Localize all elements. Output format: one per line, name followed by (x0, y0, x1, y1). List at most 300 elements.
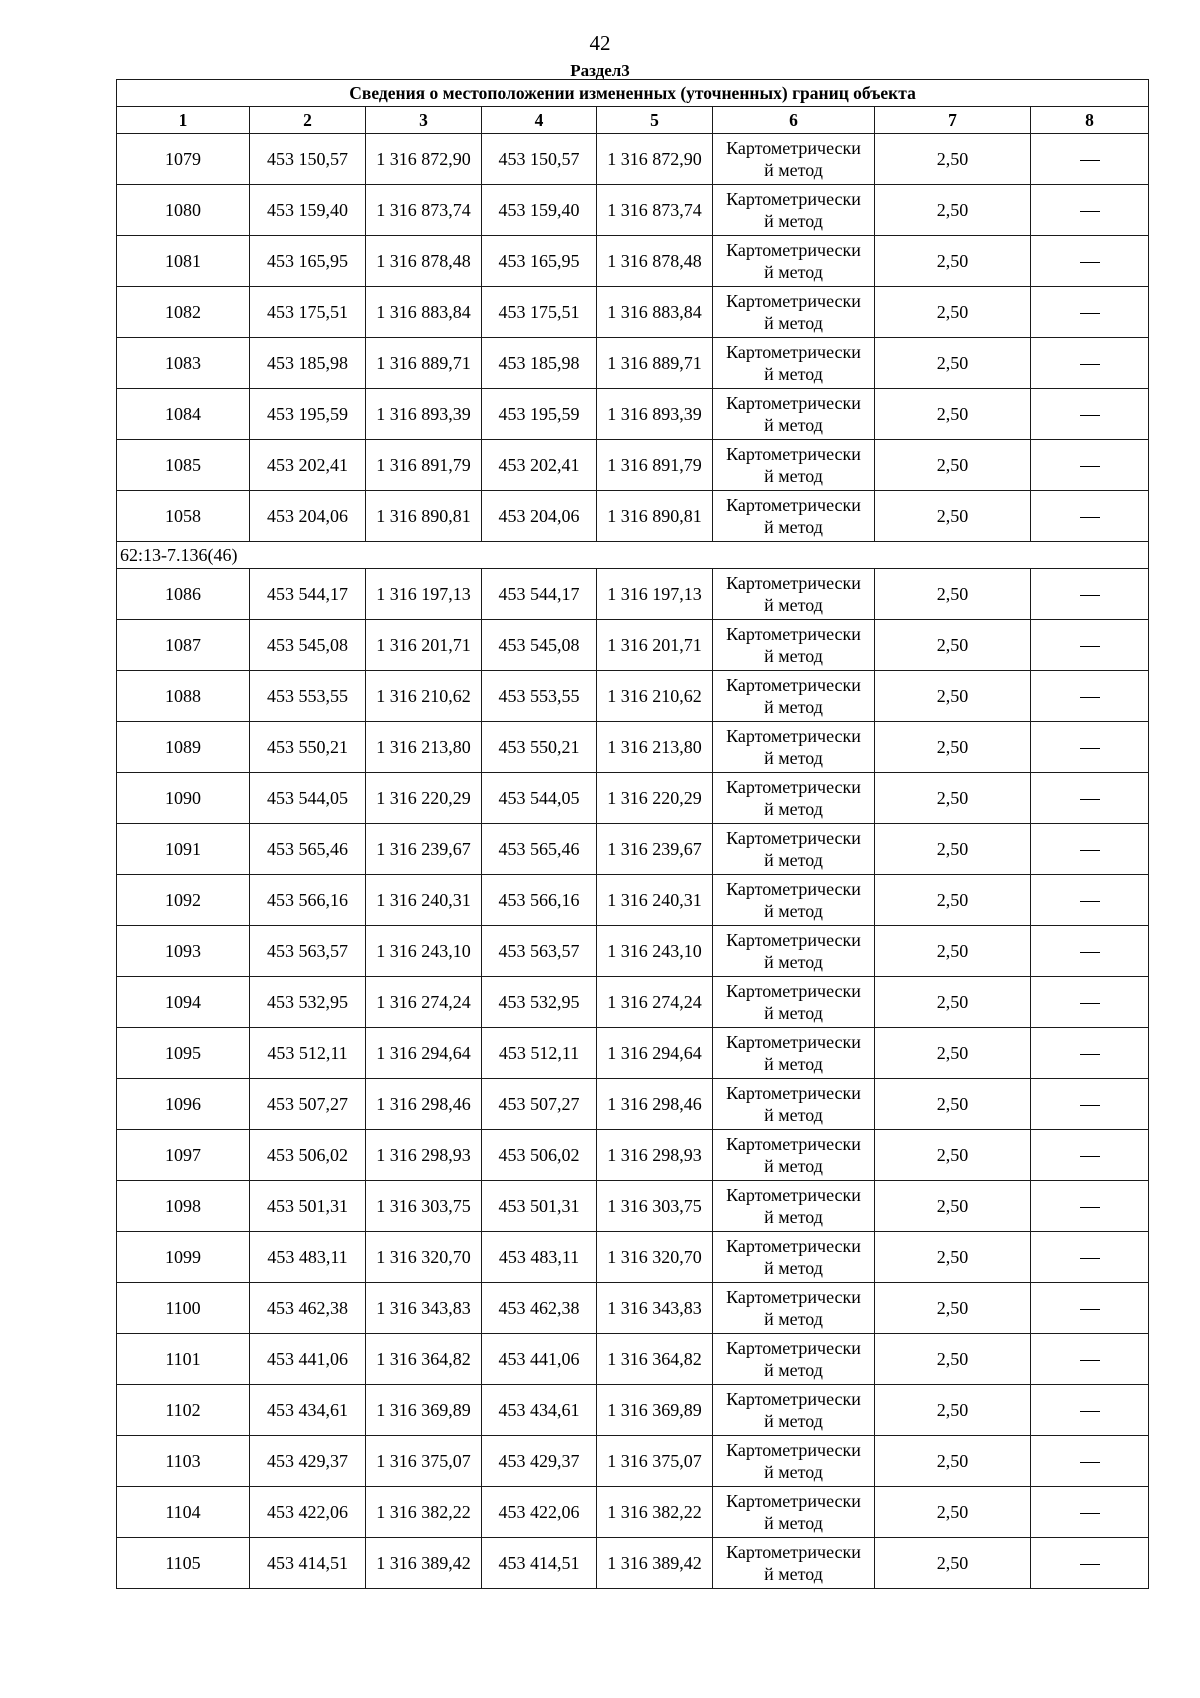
method-text-line2: й метод (764, 364, 823, 384)
table-row (117, 620, 1149, 671)
point-number-cell: 1094 (117, 977, 250, 1028)
table-row (117, 1538, 1149, 1589)
x-old-cell: 453 544,17 (250, 569, 366, 620)
method-text-line1: Картометрически (726, 675, 861, 695)
point-number-cell: 1100 (117, 1283, 250, 1334)
y-old-cell: 1 316 240,31 (366, 875, 482, 926)
method-cell (713, 1385, 875, 1436)
x-old-cell: 453 434,61 (250, 1385, 366, 1436)
method-text-line2: й метод (764, 595, 823, 615)
method-text-line1: Картометрически (726, 1134, 861, 1154)
x-old-cell: 453 175,51 (250, 287, 366, 338)
x-new-cell: 453 544,17 (482, 569, 597, 620)
method-text-line2: й метод (764, 1207, 823, 1227)
table-row (117, 1487, 1149, 1538)
cadastral-number-label: 62:13-7.136(46) (117, 542, 1149, 569)
table-row (117, 773, 1149, 824)
y-new-cell: 1 316 210,62 (597, 671, 713, 722)
method-cell (713, 1487, 875, 1538)
method-cell (713, 1028, 875, 1079)
point-number-cell: 1089 (117, 722, 250, 773)
point-number-cell: 1103 (117, 1436, 250, 1487)
table-row (117, 671, 1149, 722)
dash-mark (1080, 313, 1100, 314)
x-new-cell: 453 195,59 (482, 389, 597, 440)
precision-cell: 2,50 (875, 1130, 1031, 1181)
dash-mark (1080, 1513, 1100, 1514)
dash-mark (1080, 1258, 1100, 1259)
y-old-cell: 1 316 197,13 (366, 569, 482, 620)
method-cell (713, 440, 875, 491)
empty-mark-cell (1031, 491, 1149, 542)
point-number-cell: 1081 (117, 236, 250, 287)
precision-cell: 2,50 (875, 134, 1031, 185)
dash-mark (1080, 262, 1100, 263)
y-old-cell: 1 316 298,46 (366, 1079, 482, 1130)
method-text-line2: й метод (764, 1105, 823, 1125)
y-old-cell: 1 316 891,79 (366, 440, 482, 491)
x-new-cell: 453 506,02 (482, 1130, 597, 1181)
column-number: 2 (250, 107, 366, 134)
point-number-cell: 1105 (117, 1538, 250, 1589)
y-new-cell: 1 316 343,83 (597, 1283, 713, 1334)
y-new-cell: 1 316 320,70 (597, 1232, 713, 1283)
dash-mark (1080, 364, 1100, 365)
method-text-line1: Картометрически (726, 1389, 861, 1409)
table-row (117, 926, 1149, 977)
method-text-line2: й метод (764, 313, 823, 333)
y-old-cell: 1 316 220,29 (366, 773, 482, 824)
precision-cell: 2,50 (875, 671, 1031, 722)
column-number: 7 (875, 107, 1031, 134)
table-row (117, 185, 1149, 236)
y-new-cell: 1 316 891,79 (597, 440, 713, 491)
method-cell (713, 1436, 875, 1487)
table-row (117, 1079, 1149, 1130)
x-new-cell: 453 159,40 (482, 185, 597, 236)
method-cell (713, 569, 875, 620)
dash-mark (1080, 415, 1100, 416)
x-old-cell: 453 544,05 (250, 773, 366, 824)
method-text-line2: й метод (764, 262, 823, 282)
method-text-line2: й метод (764, 1054, 823, 1074)
empty-mark-cell (1031, 875, 1149, 926)
y-old-cell: 1 316 890,81 (366, 491, 482, 542)
dash-mark (1080, 901, 1100, 902)
precision-cell: 2,50 (875, 1487, 1031, 1538)
method-text-line1: Картометрически (726, 879, 861, 899)
y-old-cell: 1 316 889,71 (366, 338, 482, 389)
empty-mark-cell (1031, 671, 1149, 722)
dash-mark (1080, 1105, 1100, 1106)
empty-mark-cell (1031, 977, 1149, 1028)
table-row (117, 722, 1149, 773)
method-text-line1: Картометрически (726, 726, 861, 746)
x-old-cell: 453 563,57 (250, 926, 366, 977)
y-new-cell: 1 316 298,46 (597, 1079, 713, 1130)
x-old-cell: 453 545,08 (250, 620, 366, 671)
empty-mark-cell (1031, 134, 1149, 185)
table-row (117, 440, 1149, 491)
y-old-cell: 1 316 389,42 (366, 1538, 482, 1589)
precision-cell: 2,50 (875, 1232, 1031, 1283)
method-cell (713, 926, 875, 977)
dash-mark (1080, 517, 1100, 518)
x-new-cell: 453 422,06 (482, 1487, 597, 1538)
dash-mark (1080, 799, 1100, 800)
method-text-line1: Картометрически (726, 1287, 861, 1307)
x-new-cell: 453 553,55 (482, 671, 597, 722)
method-text-line2: й метод (764, 1003, 823, 1023)
table-row (117, 236, 1149, 287)
x-new-cell: 453 150,57 (482, 134, 597, 185)
x-new-cell: 453 414,51 (482, 1538, 597, 1589)
point-number-cell: 1088 (117, 671, 250, 722)
y-new-cell: 1 316 294,64 (597, 1028, 713, 1079)
method-cell (713, 773, 875, 824)
method-cell (713, 1130, 875, 1181)
empty-mark-cell (1031, 287, 1149, 338)
point-number-cell: 1079 (117, 134, 250, 185)
column-number: 3 (366, 107, 482, 134)
x-old-cell: 453 202,41 (250, 440, 366, 491)
empty-mark-cell (1031, 1385, 1149, 1436)
x-new-cell: 453 204,06 (482, 491, 597, 542)
method-text-line1: Картометрически (726, 573, 861, 593)
y-new-cell: 1 316 873,74 (597, 185, 713, 236)
method-text-line1: Картометрически (726, 1491, 861, 1511)
x-new-cell: 453 429,37 (482, 1436, 597, 1487)
precision-cell: 2,50 (875, 620, 1031, 671)
method-cell (713, 671, 875, 722)
x-old-cell: 453 483,11 (250, 1232, 366, 1283)
y-old-cell: 1 316 239,67 (366, 824, 482, 875)
method-cell (713, 1334, 875, 1385)
y-new-cell: 1 316 883,84 (597, 287, 713, 338)
precision-cell: 2,50 (875, 287, 1031, 338)
x-new-cell: 453 185,98 (482, 338, 597, 389)
y-old-cell: 1 316 369,89 (366, 1385, 482, 1436)
y-old-cell: 1 316 375,07 (366, 1436, 482, 1487)
dash-mark (1080, 952, 1100, 953)
x-new-cell: 453 563,57 (482, 926, 597, 977)
x-new-cell: 453 565,46 (482, 824, 597, 875)
page-number: 42 (589, 31, 611, 55)
dash-mark (1080, 1156, 1100, 1157)
dash-mark (1080, 850, 1100, 851)
dash-mark (1080, 748, 1100, 749)
empty-mark-cell (1031, 1538, 1149, 1589)
y-old-cell: 1 316 364,82 (366, 1334, 482, 1385)
x-old-cell: 453 506,02 (250, 1130, 366, 1181)
method-text-line1: Картометрически (726, 342, 861, 362)
x-new-cell: 453 550,21 (482, 722, 597, 773)
table-row (117, 1436, 1149, 1487)
method-cell (713, 1283, 875, 1334)
empty-mark-cell (1031, 1079, 1149, 1130)
point-number-cell: 1099 (117, 1232, 250, 1283)
method-text-line1: Картометрически (726, 1542, 861, 1562)
point-number-cell: 1082 (117, 287, 250, 338)
x-new-cell: 453 532,95 (482, 977, 597, 1028)
x-old-cell: 453 159,40 (250, 185, 366, 236)
point-number-cell: 1093 (117, 926, 250, 977)
dash-mark (1080, 211, 1100, 212)
x-old-cell: 453 441,06 (250, 1334, 366, 1385)
table-row (117, 1232, 1149, 1283)
y-new-cell: 1 316 239,67 (597, 824, 713, 875)
empty-mark-cell (1031, 389, 1149, 440)
table-caption: Сведения о местоположении измененных (уточненных) границ объекта (117, 80, 1149, 107)
precision-cell: 2,50 (875, 185, 1031, 236)
empty-mark-cell (1031, 185, 1149, 236)
method-text-line1: Картометрически (726, 495, 861, 515)
point-number-cell: 1104 (117, 1487, 250, 1538)
method-cell (713, 875, 875, 926)
point-number-cell: 1091 (117, 824, 250, 875)
point-number-cell: 1085 (117, 440, 250, 491)
dash-mark (1080, 160, 1100, 161)
precision-cell: 2,50 (875, 926, 1031, 977)
dash-mark (1080, 1309, 1100, 1310)
point-number-cell: 1080 (117, 185, 250, 236)
precision-cell: 2,50 (875, 824, 1031, 875)
method-cell (713, 620, 875, 671)
y-old-cell: 1 316 382,22 (366, 1487, 482, 1538)
point-number-cell: 1090 (117, 773, 250, 824)
empty-mark-cell (1031, 338, 1149, 389)
point-number-cell: 1083 (117, 338, 250, 389)
method-text-line1: Картометрически (726, 930, 861, 950)
y-old-cell: 1 316 243,10 (366, 926, 482, 977)
method-cell (713, 185, 875, 236)
method-text-line2: й метод (764, 901, 823, 921)
x-old-cell: 453 565,46 (250, 824, 366, 875)
precision-cell: 2,50 (875, 773, 1031, 824)
point-number-cell: 1086 (117, 569, 250, 620)
method-text-line1: Картометрически (726, 624, 861, 644)
y-old-cell: 1 316 883,84 (366, 287, 482, 338)
empty-mark-cell (1031, 1028, 1149, 1079)
y-old-cell: 1 316 298,93 (366, 1130, 482, 1181)
point-number-cell: 1087 (117, 620, 250, 671)
empty-mark-cell (1031, 1283, 1149, 1334)
method-cell (713, 1232, 875, 1283)
x-old-cell: 453 195,59 (250, 389, 366, 440)
dash-mark (1080, 1054, 1100, 1055)
x-old-cell: 453 501,31 (250, 1181, 366, 1232)
x-old-cell: 453 165,95 (250, 236, 366, 287)
table-row (117, 1130, 1149, 1181)
point-number-cell: 1092 (117, 875, 250, 926)
y-new-cell: 1 316 197,13 (597, 569, 713, 620)
method-cell (713, 236, 875, 287)
table-row (117, 134, 1149, 185)
empty-mark-cell (1031, 1181, 1149, 1232)
table-row (117, 1385, 1149, 1436)
method-text-line2: й метод (764, 748, 823, 768)
method-text-line1: Картометрически (726, 1440, 861, 1460)
x-old-cell: 453 507,27 (250, 1079, 366, 1130)
precision-cell: 2,50 (875, 977, 1031, 1028)
precision-cell: 2,50 (875, 338, 1031, 389)
point-number-cell: 1095 (117, 1028, 250, 1079)
method-text-line1: Картометрически (726, 291, 861, 311)
empty-mark-cell (1031, 569, 1149, 620)
empty-mark-cell (1031, 1334, 1149, 1385)
y-old-cell: 1 316 210,62 (366, 671, 482, 722)
dash-mark (1080, 466, 1100, 467)
method-text-line1: Картометрически (726, 1185, 861, 1205)
y-old-cell: 1 316 872,90 (366, 134, 482, 185)
x-old-cell: 453 414,51 (250, 1538, 366, 1589)
precision-cell: 2,50 (875, 1283, 1031, 1334)
table-row (117, 569, 1149, 620)
empty-mark-cell (1031, 1130, 1149, 1181)
method-text-line1: Картометрически (726, 240, 861, 260)
method-cell (713, 134, 875, 185)
section-title: Раздел3 (570, 61, 630, 80)
precision-cell: 2,50 (875, 569, 1031, 620)
method-text-line1: Картометрически (726, 828, 861, 848)
dash-mark (1080, 1207, 1100, 1208)
empty-mark-cell (1031, 824, 1149, 875)
x-old-cell: 453 550,21 (250, 722, 366, 773)
x-old-cell: 453 150,57 (250, 134, 366, 185)
y-old-cell: 1 316 320,70 (366, 1232, 482, 1283)
x-new-cell: 453 512,11 (482, 1028, 597, 1079)
method-text-line1: Картометрически (726, 189, 861, 209)
x-old-cell: 453 566,16 (250, 875, 366, 926)
dash-mark (1080, 1003, 1100, 1004)
method-text-line1: Картометрически (726, 1083, 861, 1103)
method-text-line1: Картометрически (726, 981, 861, 1001)
dash-mark (1080, 697, 1100, 698)
empty-mark-cell (1031, 1487, 1149, 1538)
method-text-line2: й метод (764, 697, 823, 717)
precision-cell: 2,50 (875, 440, 1031, 491)
y-old-cell: 1 316 303,75 (366, 1181, 482, 1232)
y-old-cell: 1 316 274,24 (366, 977, 482, 1028)
method-cell (713, 1181, 875, 1232)
table-caption-row (117, 80, 1149, 107)
method-cell (713, 1538, 875, 1589)
table-row (117, 977, 1149, 1028)
x-old-cell: 453 532,95 (250, 977, 366, 1028)
y-old-cell: 1 316 893,39 (366, 389, 482, 440)
x-new-cell: 453 483,11 (482, 1232, 597, 1283)
dash-mark (1080, 646, 1100, 647)
method-text-line2: й метод (764, 517, 823, 537)
precision-cell: 2,50 (875, 1028, 1031, 1079)
precision-cell: 2,50 (875, 875, 1031, 926)
y-old-cell: 1 316 343,83 (366, 1283, 482, 1334)
point-number-cell: 1102 (117, 1385, 250, 1436)
method-cell (713, 1079, 875, 1130)
x-new-cell: 453 175,51 (482, 287, 597, 338)
table-row (117, 875, 1149, 926)
method-text-line2: й метод (764, 1258, 823, 1278)
y-new-cell: 1 316 872,90 (597, 134, 713, 185)
y-new-cell: 1 316 890,81 (597, 491, 713, 542)
x-old-cell: 453 429,37 (250, 1436, 366, 1487)
x-new-cell: 453 165,95 (482, 236, 597, 287)
method-text-line1: Картометрически (726, 444, 861, 464)
precision-cell: 2,50 (875, 722, 1031, 773)
precision-cell: 2,50 (875, 1385, 1031, 1436)
method-text-line1: Картометрически (726, 1338, 861, 1358)
method-text-line2: й метод (764, 952, 823, 972)
table-row (117, 287, 1149, 338)
method-cell (713, 338, 875, 389)
y-new-cell: 1 316 274,24 (597, 977, 713, 1028)
method-text-line2: й метод (764, 1360, 823, 1380)
precision-cell: 2,50 (875, 1079, 1031, 1130)
x-old-cell: 453 553,55 (250, 671, 366, 722)
method-text-line1: Картометрически (726, 138, 861, 158)
method-text-line1: Картометрически (726, 1236, 861, 1256)
x-new-cell: 453 441,06 (482, 1334, 597, 1385)
method-text-line1: Картометрически (726, 777, 861, 797)
empty-mark-cell (1031, 722, 1149, 773)
method-cell (713, 287, 875, 338)
x-new-cell: 453 434,61 (482, 1385, 597, 1436)
y-new-cell: 1 316 878,48 (597, 236, 713, 287)
group-header-row (117, 542, 1149, 569)
method-text-line2: й метод (764, 1309, 823, 1329)
y-new-cell: 1 316 389,42 (597, 1538, 713, 1589)
table-row (117, 1181, 1149, 1232)
table-row (117, 389, 1149, 440)
method-cell (713, 977, 875, 1028)
y-new-cell: 1 316 893,39 (597, 389, 713, 440)
y-new-cell: 1 316 889,71 (597, 338, 713, 389)
x-new-cell: 453 202,41 (482, 440, 597, 491)
y-new-cell: 1 316 298,93 (597, 1130, 713, 1181)
method-cell (713, 722, 875, 773)
empty-mark-cell (1031, 926, 1149, 977)
x-new-cell: 453 462,38 (482, 1283, 597, 1334)
method-text-line2: й метод (764, 1564, 823, 1584)
method-text-line2: й метод (764, 466, 823, 486)
method-text-line1: Картометрически (726, 1032, 861, 1052)
dash-mark (1080, 595, 1100, 596)
empty-mark-cell (1031, 236, 1149, 287)
method-text-line2: й метод (764, 415, 823, 435)
dash-mark (1080, 1462, 1100, 1463)
dash-mark (1080, 1564, 1100, 1565)
precision-cell: 2,50 (875, 1334, 1031, 1385)
method-text-line2: й метод (764, 211, 823, 231)
dash-mark (1080, 1360, 1100, 1361)
column-number: 1 (117, 107, 250, 134)
y-new-cell: 1 316 240,31 (597, 875, 713, 926)
point-number-cell: 1058 (117, 491, 250, 542)
empty-mark-cell (1031, 620, 1149, 671)
precision-cell: 2,50 (875, 491, 1031, 542)
x-new-cell: 453 501,31 (482, 1181, 597, 1232)
empty-mark-cell (1031, 1436, 1149, 1487)
precision-cell: 2,50 (875, 389, 1031, 440)
method-text-line2: й метод (764, 160, 823, 180)
x-old-cell: 453 204,06 (250, 491, 366, 542)
y-new-cell: 1 316 369,89 (597, 1385, 713, 1436)
x-new-cell: 453 544,05 (482, 773, 597, 824)
y-old-cell: 1 316 294,64 (366, 1028, 482, 1079)
y-new-cell: 1 316 213,80 (597, 722, 713, 773)
method-text-line2: й метод (764, 1156, 823, 1176)
column-number: 6 (713, 107, 875, 134)
